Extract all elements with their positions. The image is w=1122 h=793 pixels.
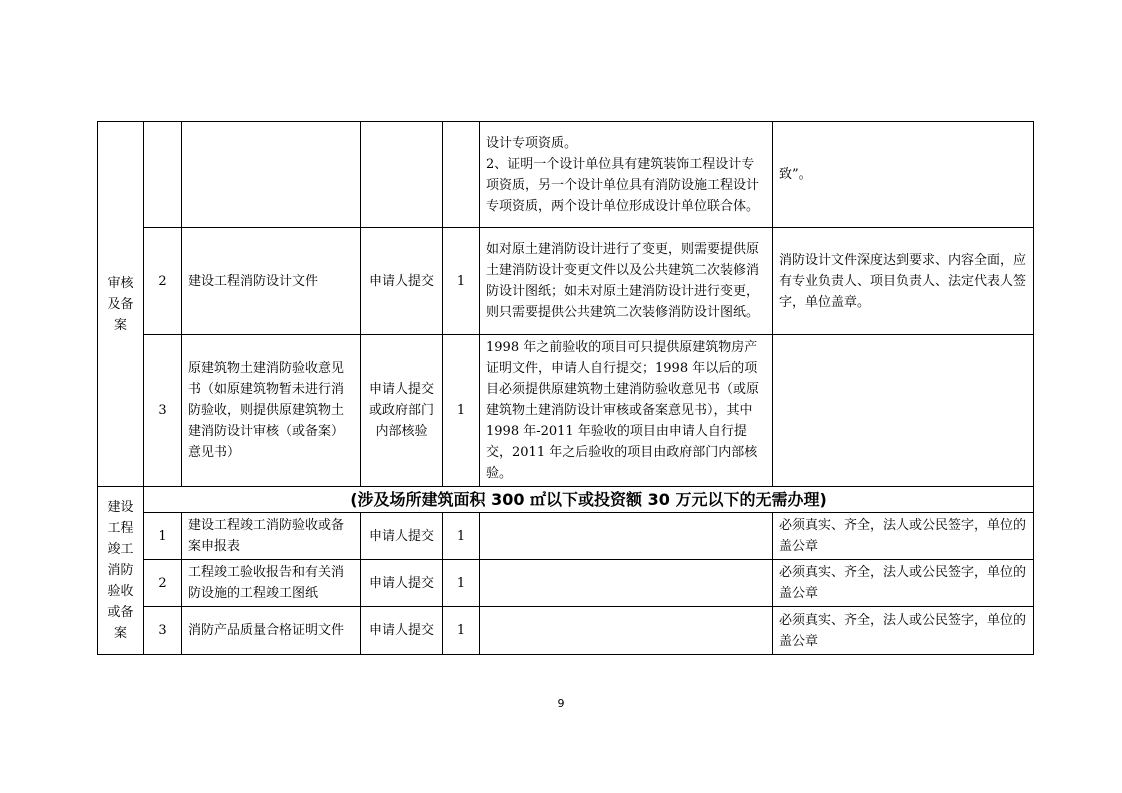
requirements-table — [97, 121, 1034, 655]
material-count: 1 — [443, 335, 480, 487]
material-name: 工程竣工验收报告和有关消防设施的工程竣工图纸 — [182, 560, 361, 607]
material-name: 消防产品质量合格证明文件 — [182, 607, 361, 655]
material-source: 申请人提交 — [361, 513, 443, 560]
material-note: 1998 年之前验收的项目可只提供原建筑物房产证明文件，申请人自行提交；1998 年以后的项目必须提供原建筑物土建消防验收意见书（或原建筑物土建消防设计审核或备案意见书），其中 1998 年-2011 年验收的项目由申请人自行提交，2011 年之后验收的项目由政府部门内部核验。 — [480, 335, 773, 487]
row-number: 2 — [144, 228, 182, 335]
material-count: 1 — [443, 513, 480, 560]
table-row — [98, 122, 1034, 228]
category-label: 建设工程竣工消防验收或备案 — [107, 500, 134, 641]
material-requirement: 必须真实、齐全，法人或公民签字，单位的盖公章 — [773, 513, 1034, 560]
note-cell: 设计专项资质。 2、证明一个设计单位具有建筑装饰工程设计专项资质，另一个设计单位具有消防设施工程设计专项资质，两个设计单位形成设计单位联合体。 — [480, 122, 773, 228]
row-number: 1 — [144, 513, 182, 560]
material-source: 申请人提交或政府部门内部核验 — [361, 335, 443, 487]
source-cell — [361, 122, 443, 228]
row-number: 2 — [144, 560, 182, 607]
material-count: 1 — [443, 228, 480, 335]
table-row — [98, 513, 1034, 560]
material-source: 申请人提交 — [361, 560, 443, 607]
category-label: 审核及备案 — [107, 275, 134, 333]
material-count: 1 — [443, 607, 480, 655]
material-note — [480, 513, 773, 560]
material-source: 申请人提交 — [361, 228, 443, 335]
material-requirement: 消防设计文件深度达到要求、内容全面，应有专业负责人、项目负责人、法定代表人签字，单位盖章。 — [773, 228, 1034, 335]
requirement-cell: 致”。 — [773, 122, 1034, 228]
material-name: 建设工程竣工消防验收或备案申报表 — [182, 513, 361, 560]
table-row — [98, 560, 1034, 607]
material-source: 申请人提交 — [361, 607, 443, 655]
table-row — [98, 228, 1034, 335]
material-note: 如对原土建消防设计进行了变更，则需要提供原土建消防设计变更文件以及公共建筑二次装修消防设计图纸；如未对原土建消防设计进行变更，则只需要提供公共建筑二次装修消防设计图纸。 — [480, 228, 773, 335]
material-requirement: 必须真实、齐全，法人或公民签字，单位的盖公章 — [773, 607, 1034, 655]
category-cell — [98, 122, 144, 487]
table-row — [98, 487, 1034, 513]
row-number: 3 — [144, 607, 182, 655]
table-row — [98, 607, 1034, 655]
material-name: 建设工程消防设计文件 — [182, 228, 361, 335]
material-note — [480, 560, 773, 607]
count-cell — [443, 122, 480, 228]
material-requirement — [773, 335, 1034, 487]
page-number: 9 — [557, 697, 565, 710]
table-row — [98, 335, 1034, 487]
row-number: 3 — [144, 335, 182, 487]
number-cell — [144, 122, 182, 228]
section-banner: (涉及场所建筑面积 300 ㎡以下或投资额 30 万元以下的无需办理) — [144, 487, 1034, 513]
material-name: 原建筑物土建消防验收意见书（如原建筑物暂未进行消防验收，则提供原建筑物土建消防设计审核（或备案）意见书） — [182, 335, 361, 487]
category-cell — [98, 487, 144, 655]
material-note — [480, 607, 773, 655]
material-count: 1 — [443, 560, 480, 607]
material-requirement: 必须真实、齐全，法人或公民签字，单位的盖公章 — [773, 560, 1034, 607]
material-name-cell — [182, 122, 361, 228]
